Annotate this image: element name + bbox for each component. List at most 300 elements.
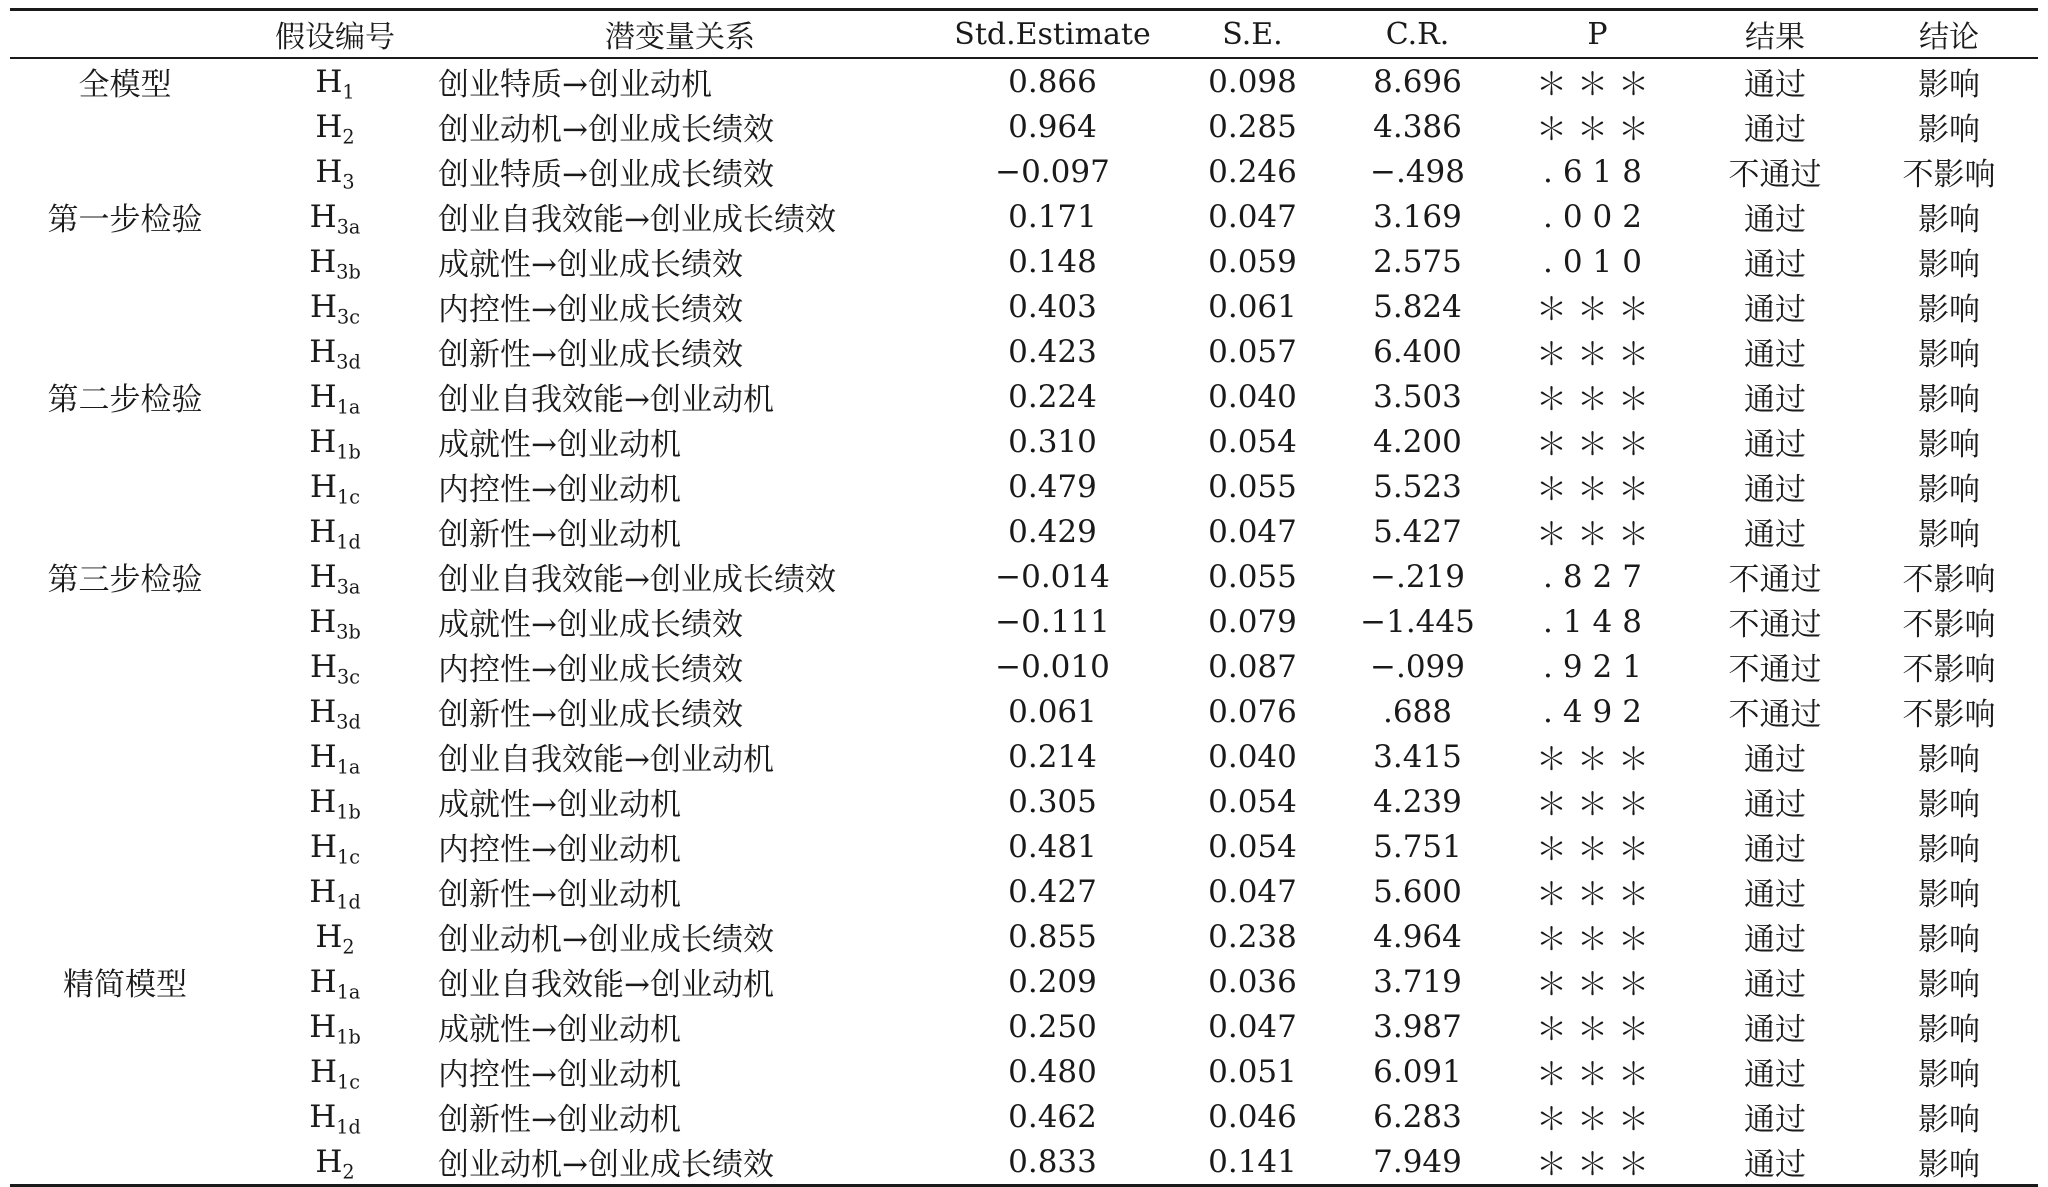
hypothesis-letter: H [315,918,343,955]
standard-error-cell: 0.054 [1208,828,1297,865]
hypothesis-subscript: 2 [342,125,355,149]
std-estimate-cell: 0.061 [1008,693,1097,730]
hypothesis-letter: H [315,63,343,100]
hypothesis-subscript: 1d [336,890,361,914]
hypothesis-letter: H [309,828,338,865]
hypothesis-cell [240,959,430,1004]
p-value-cell: ＊＊＊ [1536,1012,1659,1048]
relation-cell: 创新性→创业动机 [438,517,681,553]
critical-ratio-cell: 3.169 [1373,198,1462,235]
result-cell: 通过 [1744,247,1806,283]
conclusion-cell: 影响 [1918,877,1980,913]
hypothesis-subscript: 1b [336,800,361,824]
conclusion-cell: 影响 [1918,427,1980,463]
critical-ratio-cell: 3.719 [1373,963,1462,1000]
conclusion-cell: 影响 [1918,67,1980,103]
p-value-cell: ＊＊＊ [1536,517,1659,553]
hypothesis-letter: H [309,1098,337,1135]
standard-error-cell: 0.076 [1208,693,1297,730]
table-row [10,824,2038,869]
conclusion-cell: 影响 [1918,292,1980,328]
relation-cell: 成就性→创业动机 [438,787,681,823]
header-row [10,10,2038,59]
hypothesis-subscript: 1c [337,845,361,869]
conclusion-cell: 影响 [1918,1147,1980,1183]
header-model [10,10,240,59]
table-row [10,1094,2038,1139]
hypothesis-cell [240,284,430,329]
result-cell: 通过 [1744,337,1806,373]
standard-error-cell: 0.051 [1208,1053,1297,1090]
hypothesis-letter: H [309,963,337,1000]
hypothesis-cell [240,419,430,464]
standard-error-cell: 0.061 [1208,288,1297,325]
table-row [10,58,2038,104]
model-group-cell [10,104,240,149]
hypothesis-subscript: 3b [336,620,361,644]
hypothesis-cell [240,239,430,284]
critical-ratio-cell: 3.987 [1373,1008,1462,1045]
model-group-cell [10,1094,240,1139]
relation-cell: 创业自我效能→创业成长绩效 [438,202,836,238]
model-group-cell: 第一步检验 [47,202,203,238]
std-estimate-cell: −0.097 [995,153,1110,190]
table-row [10,104,2038,149]
std-estimate-cell: 0.833 [1008,1143,1097,1180]
hypothesis-letter: H [315,153,343,190]
std-estimate-cell: 0.224 [1008,378,1097,415]
relation-cell: 创业自我效能→创业动机 [438,967,774,1003]
standard-error-cell: 0.040 [1208,378,1297,415]
hypothesis-letter: H [309,198,337,235]
p-value-cell: .827 [1542,558,1653,595]
standard-error-cell: 0.054 [1208,783,1297,820]
hypothesis-subscript: 3c [337,305,361,329]
result-cell: 通过 [1744,1057,1806,1093]
relation-cell: 内控性→创业动机 [438,832,681,868]
p-value-cell: ＊＊＊ [1536,1147,1659,1183]
relation-cell: 内控性→创业成长绩效 [438,652,743,688]
hypothesis-subscript: 3a [336,575,361,599]
hypothesis-subscript: 1b [336,1025,361,1049]
hypothesis-subscript: 1 [342,80,355,104]
standard-error-cell: 0.087 [1208,648,1297,685]
model-group-cell [10,1004,240,1049]
hypothesis-cell [240,914,430,959]
p-value-cell: ＊＊＊ [1536,967,1659,1003]
standard-error-cell: 0.055 [1208,558,1297,595]
std-estimate-cell: 0.209 [1008,963,1097,1000]
relation-cell: 创业自我效能→创业动机 [438,742,774,778]
hypothesis-subscript: 2 [342,935,355,959]
standard-error-cell: 0.047 [1208,198,1297,235]
hypothesis-letter: H [309,1008,337,1045]
standard-error-cell: 0.059 [1208,243,1297,280]
p-value-cell: ＊＊＊ [1536,67,1659,103]
relation-cell: 成就性→创业成长绩效 [438,247,743,283]
table-row [10,734,2038,779]
relation-cell: 创业自我效能→创业成长绩效 [438,562,836,598]
result-cell: 通过 [1744,922,1806,958]
table-row [10,284,2038,329]
result-cell: 不通过 [1728,697,1822,733]
header-standard-error: S.E. [1175,10,1330,59]
critical-ratio-cell: 6.091 [1373,1053,1462,1090]
hypothesis-cell [240,104,430,149]
std-estimate-cell: −0.010 [995,648,1110,685]
std-estimate-cell: 0.423 [1008,333,1097,370]
std-estimate-cell: 0.480 [1008,1053,1097,1090]
result-cell: 通过 [1744,427,1806,463]
hypothesis-subscript: 1d [336,1115,361,1139]
hypothesis-cell [240,329,430,374]
critical-ratio-cell: 3.503 [1373,378,1462,415]
table-row [10,599,2038,644]
result-cell: 通过 [1744,877,1806,913]
results-table [10,8,2038,1187]
standard-error-cell: 0.057 [1208,333,1297,370]
hypothesis-letter: H [309,333,337,370]
model-group-cell [10,914,240,959]
header-critical-ratio: C.R. [1330,10,1505,59]
p-value-cell: .618 [1542,153,1653,190]
conclusion-cell: 影响 [1918,202,1980,238]
critical-ratio-cell: 6.400 [1373,333,1462,370]
model-group-cell [10,599,240,644]
standard-error-cell: 0.036 [1208,963,1297,1000]
hypothesis-subscript: 1a [336,755,361,779]
std-estimate-cell: −0.014 [995,558,1110,595]
model-group-cell [10,824,240,869]
conclusion-cell: 影响 [1918,517,1980,553]
result-cell: 通过 [1744,1147,1806,1183]
p-value-cell: .921 [1542,648,1653,685]
standard-error-cell: 0.238 [1208,918,1297,955]
table-row [10,239,2038,284]
relation-cell: 内控性→创业动机 [438,1057,681,1093]
hypothesis-cell [240,509,430,554]
hypothesis-letter: H [309,468,338,505]
hypothesis-cell [240,149,430,194]
hypothesis-cell [240,599,430,644]
standard-error-cell: 0.285 [1208,108,1297,145]
relation-cell: 创业特质→创业成长绩效 [438,157,774,193]
p-value-cell: ＊＊＊ [1536,472,1659,508]
relation-cell: 创新性→创业动机 [438,877,681,913]
hypothesis-subscript: 3a [336,215,361,239]
hypothesis-cell [240,1094,430,1139]
table-row [10,329,2038,374]
p-value-cell: ＊＊＊ [1536,877,1659,913]
table-row [10,914,2038,959]
hypothesis-subscript: 1b [336,440,361,464]
table-header [10,10,2038,59]
model-group-cell [10,1139,240,1186]
standard-error-cell: 0.055 [1208,468,1297,505]
std-estimate-cell: −0.111 [995,603,1110,640]
standard-error-cell: 0.079 [1208,603,1297,640]
hypothesis-cell [240,374,430,419]
standard-error-cell: 0.040 [1208,738,1297,775]
critical-ratio-cell: 5.824 [1373,288,1462,325]
std-estimate-cell: 0.403 [1008,288,1097,325]
hypothesis-subscript: 1c [337,1070,361,1094]
hypothesis-letter: H [309,288,338,325]
hypothesis-subscript: 3d [336,350,361,374]
relation-cell: 成就性→创业成长绩效 [438,607,743,643]
hypothesis-letter: H [309,243,337,280]
critical-ratio-cell: −.099 [1370,648,1465,685]
header-conclusion: 结论 [1860,10,2038,59]
hypothesis-letter: H [309,423,337,460]
model-group-cell [10,284,240,329]
standard-error-cell: 0.047 [1208,1008,1297,1045]
table-body [10,58,2038,1186]
hypothesis-cell [240,554,430,599]
critical-ratio-cell: 3.415 [1373,738,1462,775]
std-estimate-cell: 0.964 [1008,108,1097,145]
std-estimate-cell: 0.429 [1008,513,1097,550]
std-estimate-cell: 0.855 [1008,918,1097,955]
p-value-cell: ＊＊＊ [1536,292,1659,328]
hypothesis-letter: H [309,648,338,685]
std-estimate-cell: 0.866 [1008,63,1097,100]
relation-cell: 创业特质→创业动机 [438,67,712,103]
hypothesis-subscript: 2 [342,1160,355,1184]
result-cell: 不通过 [1728,157,1822,193]
hypothesis-subscript: 1c [337,485,361,509]
hypothesis-letter: H [315,108,343,145]
result-cell: 不通过 [1728,652,1822,688]
relation-cell: 创业动机→创业成长绩效 [438,112,774,148]
model-group-cell [10,644,240,689]
table-row [10,959,2038,1004]
header-p-value: P [1505,10,1690,59]
std-estimate-cell: 0.427 [1008,873,1097,910]
result-cell: 通过 [1744,1102,1806,1138]
table-row [10,464,2038,509]
conclusion-cell: 不影响 [1902,562,1996,598]
hypothesis-cell [240,734,430,779]
critical-ratio-cell: 5.751 [1373,828,1462,865]
result-cell: 通过 [1744,742,1806,778]
model-group-cell [10,734,240,779]
result-cell: 通过 [1744,382,1806,418]
hypothesis-letter: H [315,1143,343,1180]
result-cell: 通过 [1744,472,1806,508]
hypothesis-cell [240,194,430,239]
hypothesis-cell [240,464,430,509]
relation-cell: 成就性→创业动机 [438,1012,681,1048]
critical-ratio-cell: −.219 [1370,558,1465,595]
result-cell: 不通过 [1728,607,1822,643]
result-cell: 通过 [1744,787,1806,823]
relation-cell: 内控性→创业成长绩效 [438,292,743,328]
result-cell: 通过 [1744,292,1806,328]
model-group-cell [10,689,240,734]
hypothesis-cell [240,779,430,824]
p-value-cell: ＊＊＊ [1536,382,1659,418]
relation-cell: 创新性→创业成长绩效 [438,337,743,373]
conclusion-cell: 影响 [1918,832,1980,868]
model-group-cell [10,329,240,374]
conclusion-cell: 影响 [1918,382,1980,418]
hypothesis-cell [240,1139,430,1186]
conclusion-cell: 不影响 [1902,652,1996,688]
table-row [10,1049,2038,1094]
hypothesis-subscript: 1d [336,530,361,554]
model-group-cell [10,239,240,284]
p-value-cell: ＊＊＊ [1536,112,1659,148]
header-std-estimate: Std.Estimate [930,10,1175,59]
p-value-cell: ＊＊＊ [1536,427,1659,463]
model-group-cell [10,149,240,194]
table-row [10,419,2038,464]
hypothesis-letter: H [309,738,337,775]
hypothesis-subscript: 1a [336,980,361,1004]
header-latent-relation: 潜变量关系 [430,10,930,59]
result-cell: 通过 [1744,517,1806,553]
table-row [10,149,2038,194]
critical-ratio-cell: 5.600 [1373,873,1462,910]
conclusion-cell: 影响 [1918,742,1980,778]
hypothesis-cell [240,1049,430,1094]
hypothesis-letter: H [309,783,337,820]
std-estimate-cell: 0.171 [1008,198,1097,235]
conclusion-cell: 影响 [1918,967,1980,1003]
hypothesis-cell [240,58,430,104]
hypothesis-cell [240,644,430,689]
p-value-cell: ＊＊＊ [1536,742,1659,778]
table-row [10,1139,2038,1186]
hypothesis-letter: H [309,513,337,550]
std-estimate-cell: 0.481 [1008,828,1097,865]
relation-cell: 内控性→创业动机 [438,472,681,508]
model-group-cell: 全模型 [78,67,172,103]
hypothesis-letter: H [309,603,337,640]
table-row [10,644,2038,689]
result-cell: 通过 [1744,1012,1806,1048]
standard-error-cell: 0.054 [1208,423,1297,460]
standard-error-cell: 0.046 [1208,1098,1297,1135]
result-cell: 通过 [1744,67,1806,103]
model-group-cell: 第二步检验 [47,382,203,418]
hypothesis-letter: H [309,378,337,415]
critical-ratio-cell: 4.239 [1373,783,1462,820]
header-hypothesis-id: 假设编号 [240,10,430,59]
p-value-cell: ＊＊＊ [1536,337,1659,373]
relation-cell: 创业动机→创业成长绩效 [438,1147,774,1183]
model-group-cell: 精简模型 [63,967,187,1003]
p-value-cell: .002 [1542,198,1653,235]
table-row [10,1004,2038,1049]
conclusion-cell: 不影响 [1902,157,1996,193]
model-group-cell [10,509,240,554]
standard-error-cell: 0.047 [1208,513,1297,550]
hypothesis-cell [240,869,430,914]
standard-error-cell: 0.047 [1208,873,1297,910]
critical-ratio-cell: 8.696 [1373,63,1462,100]
p-value-cell: .010 [1542,243,1653,280]
std-estimate-cell: 0.148 [1008,243,1097,280]
model-group-cell [10,869,240,914]
hypothesis-subscript: 3 [342,170,355,194]
table-row [10,374,2038,419]
std-estimate-cell: 0.250 [1008,1008,1097,1045]
critical-ratio-cell: 4.200 [1373,423,1462,460]
p-value-cell: ＊＊＊ [1536,1102,1659,1138]
model-group-cell [10,464,240,509]
p-value-cell: .148 [1542,603,1653,640]
p-value-cell: ＊＊＊ [1536,1057,1659,1093]
standard-error-cell: 0.246 [1208,153,1297,190]
hypothesis-cell [240,689,430,734]
conclusion-cell: 影响 [1918,247,1980,283]
hypothesis-subscript: 1a [336,395,361,419]
hypothesis-cell [240,824,430,869]
result-cell: 通过 [1744,202,1806,238]
conclusion-cell: 影响 [1918,922,1980,958]
result-cell: 不通过 [1728,562,1822,598]
hypothesis-letter: H [309,1053,338,1090]
critical-ratio-cell: 4.964 [1373,918,1462,955]
table-row [10,869,2038,914]
result-cell: 通过 [1744,112,1806,148]
conclusion-cell: 影响 [1918,787,1980,823]
table-row [10,554,2038,599]
std-estimate-cell: 0.479 [1008,468,1097,505]
critical-ratio-cell: 6.283 [1373,1098,1462,1135]
conclusion-cell: 影响 [1918,1102,1980,1138]
conclusion-cell: 影响 [1918,472,1980,508]
result-cell: 通过 [1744,967,1806,1003]
p-value-cell: ＊＊＊ [1536,922,1659,958]
table-row [10,689,2038,734]
relation-cell: 创业自我效能→创业动机 [438,382,774,418]
conclusion-cell: 影响 [1918,1057,1980,1093]
relation-cell: 创业动机→创业成长绩效 [438,922,774,958]
table-row [10,509,2038,554]
p-value-cell: ＊＊＊ [1536,787,1659,823]
conclusion-cell: 影响 [1918,1012,1980,1048]
critical-ratio-cell: 5.427 [1373,513,1462,550]
conclusion-cell: 影响 [1918,112,1980,148]
std-estimate-cell: 0.462 [1008,1098,1097,1135]
hypothesis-letter: H [309,558,337,595]
hypothesis-subscript: 3b [336,260,361,284]
hypothesis-cell [240,1004,430,1049]
model-group-cell: 第三步检验 [47,562,203,598]
model-group-cell [10,419,240,464]
hypothesis-letter: H [309,693,337,730]
std-estimate-cell: 0.214 [1008,738,1097,775]
p-value-cell: ＊＊＊ [1536,832,1659,868]
p-value-cell: .492 [1542,693,1653,730]
result-cell: 通过 [1744,832,1806,868]
critical-ratio-cell: 7.949 [1373,1143,1462,1180]
std-estimate-cell: 0.310 [1008,423,1097,460]
conclusion-cell: 不影响 [1902,607,1996,643]
critical-ratio-cell: 5.523 [1373,468,1462,505]
model-group-cell [10,1049,240,1094]
relation-cell: 创新性→创业动机 [438,1102,681,1138]
standard-error-cell: 0.141 [1208,1143,1297,1180]
conclusion-cell: 影响 [1918,337,1980,373]
std-estimate-cell: 0.305 [1008,783,1097,820]
hypothesis-subscript: 3c [337,665,361,689]
critical-ratio-cell: −.498 [1370,153,1465,190]
relation-cell: 成就性→创业动机 [438,427,681,463]
